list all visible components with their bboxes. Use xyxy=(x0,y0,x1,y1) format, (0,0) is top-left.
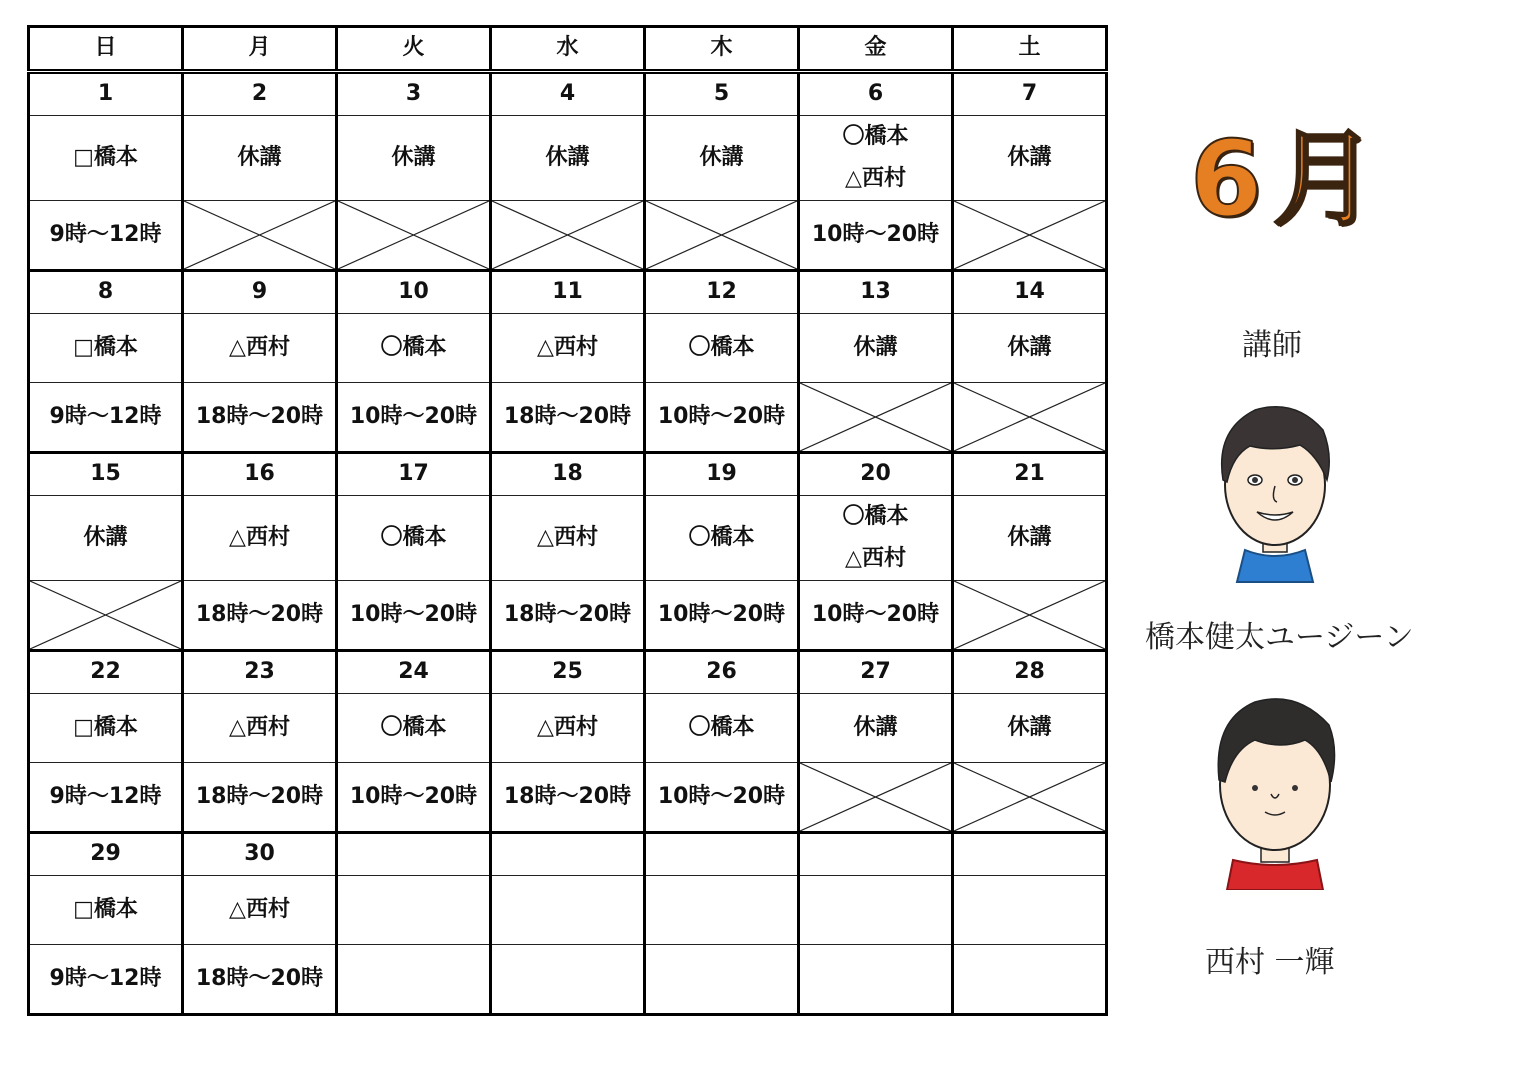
day-instructors xyxy=(645,314,799,383)
day-number: 2 xyxy=(183,72,337,116)
month-title: 6月 xyxy=(1190,118,1387,240)
instructor-mark: 〇橋本 xyxy=(688,334,755,360)
day-instructors xyxy=(953,876,1107,945)
instructor-mark: □橋本 xyxy=(73,334,138,360)
no-class-cross-icon xyxy=(646,201,797,269)
instructor-mark: △西村 xyxy=(537,524,598,550)
day-instructors xyxy=(29,116,183,201)
no-class-cross-icon xyxy=(30,581,181,649)
no-class-cross-icon xyxy=(800,763,951,831)
day-instructors xyxy=(337,314,491,383)
day-number: 21 xyxy=(953,453,1107,496)
instructor-mark: 休講 xyxy=(1007,524,1052,550)
day-instructors xyxy=(645,496,799,581)
day-instructors xyxy=(337,116,491,201)
day-number: 8 xyxy=(29,271,183,314)
day-time: 10時〜20時 xyxy=(337,763,491,833)
day-time: 10時〜20時 xyxy=(799,201,953,271)
day-number: 3 xyxy=(337,72,491,116)
day-time xyxy=(953,945,1107,1015)
day-number: 1 xyxy=(29,72,183,116)
week-3-instructor-row xyxy=(29,496,1107,581)
week-3-day-row xyxy=(29,453,1107,496)
day-instructors xyxy=(953,694,1107,763)
instructor-mark: △西村 xyxy=(537,334,598,360)
day-number: 27 xyxy=(799,651,953,694)
day-number: 24 xyxy=(337,651,491,694)
no-class-cross-icon xyxy=(338,201,489,269)
day-number: 9 xyxy=(183,271,337,314)
instructor-mark: 〇橋本 xyxy=(842,504,909,529)
instructor-mark: △西村 xyxy=(229,524,290,550)
day-number: 11 xyxy=(491,271,645,314)
day-number xyxy=(491,833,645,876)
day-time xyxy=(799,383,953,453)
weekday-header-cell: 金 xyxy=(799,27,953,72)
instructor-mark: △西村 xyxy=(845,166,906,191)
week-4-day-row xyxy=(29,651,1107,694)
no-class-cross-icon xyxy=(492,201,643,269)
day-time: 10時〜20時 xyxy=(645,383,799,453)
day-number: 4 xyxy=(491,72,645,116)
weekday-header-cell: 水 xyxy=(491,27,645,72)
day-number: 22 xyxy=(29,651,183,694)
instructor-mark: 休講 xyxy=(1007,144,1052,170)
instructor-mark: 休講 xyxy=(853,714,898,740)
week-3-time-row xyxy=(29,581,1107,651)
day-time: 10時〜20時 xyxy=(645,763,799,833)
instructor-mark: 休講 xyxy=(853,334,898,360)
day-instructors xyxy=(491,876,645,945)
day-number: 16 xyxy=(183,453,337,496)
weekday-header-cell: 火 xyxy=(337,27,491,72)
instructor-mark: 〇橋本 xyxy=(380,334,447,360)
day-time: 18時〜20時 xyxy=(183,383,337,453)
no-class-cross-icon xyxy=(954,383,1105,451)
instructor-mark: □橋本 xyxy=(73,714,138,740)
week-5-time-row xyxy=(29,945,1107,1015)
day-instructors xyxy=(799,116,953,201)
day-number: 5 xyxy=(645,72,799,116)
day-time xyxy=(953,581,1107,651)
day-instructors xyxy=(337,694,491,763)
day-instructors xyxy=(183,694,337,763)
day-number: 26 xyxy=(645,651,799,694)
day-instructors xyxy=(183,876,337,945)
instructor-mark: △西村 xyxy=(229,714,290,740)
day-time xyxy=(491,201,645,271)
instructor-mark: 〇橋本 xyxy=(380,714,447,740)
weekday-header-cell: 土 xyxy=(953,27,1107,72)
day-time: 9時〜12時 xyxy=(29,945,183,1015)
day-time xyxy=(799,945,953,1015)
day-time: 18時〜20時 xyxy=(491,383,645,453)
day-time xyxy=(645,945,799,1015)
instructor-mark: 休講 xyxy=(391,144,436,170)
no-class-cross-icon xyxy=(800,383,951,451)
week-1-instructor-row xyxy=(29,116,1107,201)
day-instructors xyxy=(953,116,1107,201)
week-2-day-row xyxy=(29,271,1107,314)
day-number: 28 xyxy=(953,651,1107,694)
instructor-mark: 〇橋本 xyxy=(380,524,447,550)
instructor-mark: 〇橋本 xyxy=(842,124,909,149)
day-time xyxy=(337,201,491,271)
day-number: 12 xyxy=(645,271,799,314)
instructor-mark: 休講 xyxy=(1007,714,1052,740)
day-time: 9時〜12時 xyxy=(29,201,183,271)
week-1-day-row xyxy=(29,72,1107,116)
day-instructors xyxy=(799,694,953,763)
day-time: 9時〜12時 xyxy=(29,763,183,833)
day-number: 19 xyxy=(645,453,799,496)
day-instructors xyxy=(645,116,799,201)
day-number: 13 xyxy=(799,271,953,314)
day-time xyxy=(29,581,183,651)
nishimura-avatar-illustration xyxy=(1205,690,1345,890)
day-time: 10時〜20時 xyxy=(645,581,799,651)
weekday-header-row xyxy=(29,27,1107,72)
day-instructors xyxy=(29,496,183,581)
week-5-instructor-row xyxy=(29,876,1107,945)
day-number: 7 xyxy=(953,72,1107,116)
day-instructors xyxy=(491,694,645,763)
day-time xyxy=(953,763,1107,833)
instructor-mark: 休講 xyxy=(699,144,744,170)
day-number: 6 xyxy=(799,72,953,116)
day-number: 23 xyxy=(183,651,337,694)
instructor-mark: 休講 xyxy=(545,144,590,170)
instructor-name-hashimoto: 橋本健太ユージーン xyxy=(1145,620,1414,655)
day-time: 10時〜20時 xyxy=(799,581,953,651)
day-number: 15 xyxy=(29,453,183,496)
day-instructors xyxy=(491,496,645,581)
week-5-day-row xyxy=(29,833,1107,876)
no-class-cross-icon xyxy=(954,201,1105,269)
day-number xyxy=(645,833,799,876)
day-instructors xyxy=(337,496,491,581)
day-time: 10時〜20時 xyxy=(337,581,491,651)
weekday-header-cell: 日 xyxy=(29,27,183,72)
instructor-mark: □橋本 xyxy=(73,144,138,170)
no-class-cross-icon xyxy=(184,201,335,269)
day-number: 10 xyxy=(337,271,491,314)
day-instructors xyxy=(799,496,953,581)
week-1-time-row xyxy=(29,201,1107,271)
no-class-cross-icon xyxy=(954,763,1105,831)
day-time xyxy=(953,201,1107,271)
day-time xyxy=(337,945,491,1015)
day-instructors xyxy=(953,314,1107,383)
day-time: 18時〜20時 xyxy=(491,581,645,651)
day-time: 9時〜12時 xyxy=(29,383,183,453)
day-number: 25 xyxy=(491,651,645,694)
day-instructors xyxy=(29,314,183,383)
schedule-calendar xyxy=(27,25,1108,1016)
day-number: 17 xyxy=(337,453,491,496)
day-instructors xyxy=(183,496,337,581)
day-number xyxy=(953,833,1107,876)
day-time: 18時〜20時 xyxy=(491,763,645,833)
day-instructors xyxy=(337,876,491,945)
day-number xyxy=(337,833,491,876)
day-instructors xyxy=(645,694,799,763)
day-time xyxy=(491,945,645,1015)
day-instructors xyxy=(953,496,1107,581)
day-number: 14 xyxy=(953,271,1107,314)
instructor-mark: 〇橋本 xyxy=(688,714,755,740)
day-time: 18時〜20時 xyxy=(183,581,337,651)
day-time xyxy=(953,383,1107,453)
hashimoto-avatar-illustration xyxy=(1205,400,1345,585)
weekday-header-cell: 木 xyxy=(645,27,799,72)
instructor-mark: 休講 xyxy=(237,144,282,170)
day-number: 29 xyxy=(29,833,183,876)
day-time: 10時〜20時 xyxy=(337,383,491,453)
day-time xyxy=(645,201,799,271)
instructor-mark: △西村 xyxy=(537,714,598,740)
instructors-heading: 講師 xyxy=(1242,328,1302,363)
day-instructors xyxy=(799,314,953,383)
day-number xyxy=(799,833,953,876)
instructor-name-nishimura: 西村 一輝 xyxy=(1205,945,1335,980)
day-instructors xyxy=(645,876,799,945)
instructor-mark: 休講 xyxy=(1007,334,1052,360)
day-time: 18時〜20時 xyxy=(183,763,337,833)
day-number: 18 xyxy=(491,453,645,496)
instructor-mark: 休講 xyxy=(83,524,128,550)
instructor-mark: △西村 xyxy=(845,546,906,571)
day-number: 30 xyxy=(183,833,337,876)
instructor-mark: □橋本 xyxy=(73,896,138,922)
instructor-mark: △西村 xyxy=(229,896,290,922)
day-time xyxy=(799,763,953,833)
week-2-time-row xyxy=(29,383,1107,453)
week-4-time-row xyxy=(29,763,1107,833)
day-instructors xyxy=(491,314,645,383)
day-instructors xyxy=(29,694,183,763)
weekday-header-cell: 月 xyxy=(183,27,337,72)
day-instructors xyxy=(183,314,337,383)
day-time: 18時〜20時 xyxy=(183,945,337,1015)
day-number: 20 xyxy=(799,453,953,496)
day-instructors xyxy=(491,116,645,201)
week-2-instructor-row xyxy=(29,314,1107,383)
day-time xyxy=(183,201,337,271)
day-instructors xyxy=(799,876,953,945)
no-class-cross-icon xyxy=(954,581,1105,649)
day-instructors xyxy=(183,116,337,201)
instructor-mark: △西村 xyxy=(229,334,290,360)
week-4-instructor-row xyxy=(29,694,1107,763)
day-instructors xyxy=(29,876,183,945)
instructor-mark: 〇橋本 xyxy=(688,524,755,550)
